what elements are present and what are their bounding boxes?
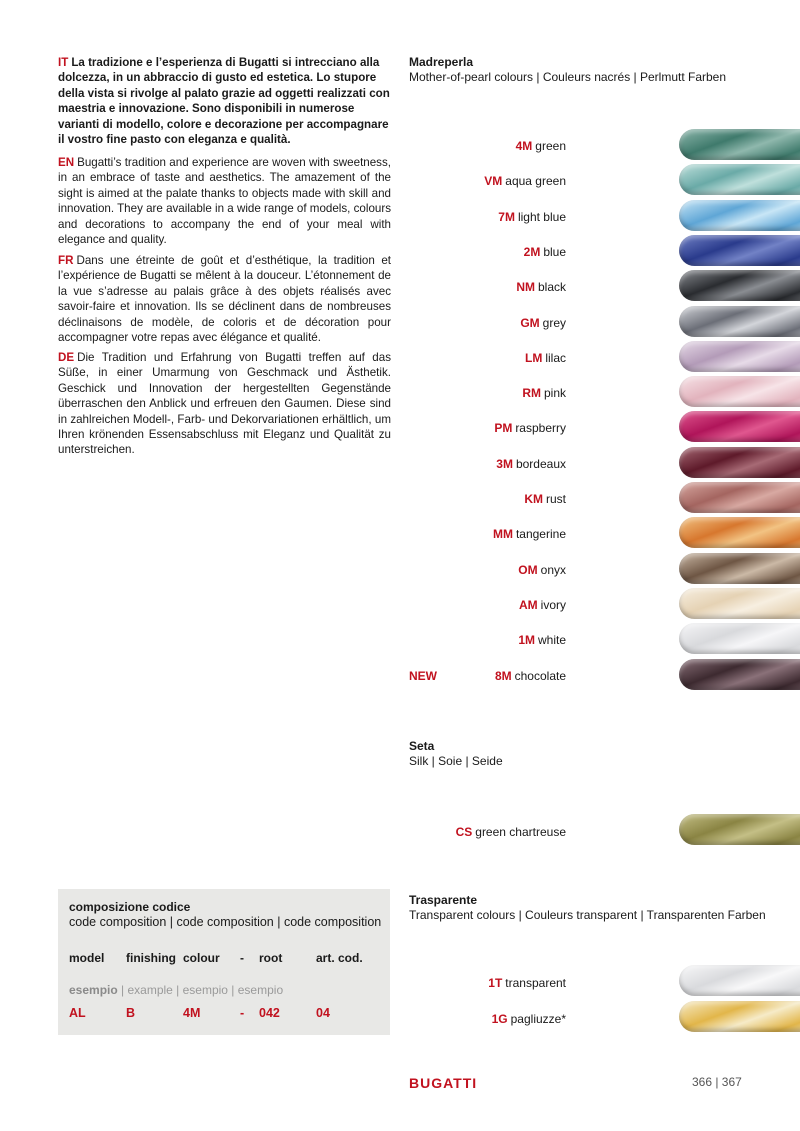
section-title: Seta	[409, 739, 435, 753]
colour-name: grey	[542, 315, 566, 330]
colour-label-8m	[495, 669, 566, 683]
colour-name: ivory	[540, 597, 566, 612]
section-title: Madreperla	[409, 55, 474, 69]
example-dash: -	[240, 1006, 245, 1020]
header-colour: colour	[183, 951, 220, 965]
colour-code: AM	[518, 597, 538, 612]
colour-code: 1T	[488, 976, 503, 990]
colour-code: 2M	[523, 244, 541, 259]
handle-swatch-mm	[679, 517, 800, 548]
colour-name: black	[537, 280, 566, 295]
handle-swatch-lm	[679, 341, 800, 372]
section-subtitle: Mother-of-pearl colours | Couleurs nacrés | Perlmutt Farben	[409, 70, 727, 84]
colour-name: pink	[543, 386, 566, 401]
example-root: 042	[259, 1006, 280, 1020]
handle-swatch-3m	[679, 447, 800, 478]
colour-code: GM	[520, 315, 540, 330]
colour-label-lm	[525, 351, 566, 365]
intro-fr	[58, 253, 391, 345]
intro-en	[58, 155, 391, 247]
colour-name: aqua green	[505, 174, 566, 189]
header-model: model	[69, 951, 105, 965]
colour-name: tangerine	[515, 527, 566, 542]
colour-label-1t	[488, 976, 566, 990]
intro-it-text: La tradizione e l’esperienza di Bugatti si intrecciano alla dolcezza, in un abbraccio di gusto ed estetica. Lo stupore della vista si rivolge al palato grazie ad oggetti realizzati con maestria e innovazione. Sono disponibili in numerose varianti di modello, colore e decorazione per accompagnare il vostro fine pasto con eleganza e qualità.	[58, 56, 390, 147]
colour-label-7m	[498, 210, 566, 224]
example-colour: 4M	[183, 1006, 201, 1020]
colour-label-1m	[518, 633, 566, 647]
colour-label-rm	[522, 386, 566, 400]
colour-code: 4M	[515, 139, 533, 153]
page-numbers: 366 | 367	[692, 1075, 742, 1089]
example-label-rest: | example | esempio | esempio	[117, 983, 284, 997]
lang-code-de: DE	[58, 351, 75, 364]
lang-code-fr: FR	[58, 254, 74, 267]
handle-swatch-8m	[679, 659, 800, 690]
colour-name: lilac	[545, 350, 566, 365]
colour-code: 1G	[491, 1012, 508, 1026]
colour-code: 3M	[496, 456, 513, 471]
colour-code: NM	[516, 280, 535, 295]
colour-name: white	[537, 633, 566, 648]
bugatti-logo: BUGATTI	[409, 1075, 478, 1091]
lang-code-en: EN	[58, 156, 75, 169]
handle-swatch-cs	[679, 814, 800, 845]
intro-en-text: Bugatti’s tradition and experience are woven with sweetness, in an embrace of taste and aesthetics. The amazement of the sight is aimed at the palate thanks to objects made with skill and innovation. They are available in a wide range of models, colours and decorations to accompany the end of your meal with elegance and quality.	[58, 156, 391, 247]
header-art-cod: art. cod.	[316, 951, 363, 965]
colour-label-2m	[524, 245, 566, 259]
colour-label-3m	[496, 457, 566, 471]
section-subtitle: Silk | Soie | Seide	[409, 754, 503, 768]
section-seta	[409, 739, 503, 769]
colour-label-km	[524, 492, 566, 506]
colour-name: bordeaux	[515, 456, 566, 471]
colour-name: pagliuzze*	[510, 1012, 566, 1026]
colour-code: LM	[525, 350, 543, 365]
header-dash: -	[240, 951, 244, 965]
colour-code: VM	[484, 174, 503, 189]
handle-swatch-rm	[679, 376, 800, 407]
handle-swatch-pm	[679, 411, 800, 442]
header-root: root	[259, 951, 283, 965]
colour-label-cs	[456, 825, 566, 839]
handle-swatch-vm	[679, 164, 800, 195]
handle-swatch-gm	[679, 306, 800, 337]
handle-swatch-om	[679, 553, 800, 584]
new-badge: NEW	[409, 668, 437, 683]
intro-it	[58, 55, 391, 147]
colour-code: OM	[518, 562, 538, 577]
handle-swatch-2m	[679, 235, 800, 266]
colour-name: green	[535, 139, 566, 153]
handle-swatch-4m	[679, 129, 800, 160]
handle-swatch-7m	[679, 200, 800, 231]
colour-code: MM	[492, 527, 513, 542]
colour-name: green chartreuse	[475, 825, 566, 839]
colour-name: chocolate	[514, 668, 566, 683]
header-finishing: finishing	[126, 951, 176, 965]
code-composition-title: composizione codice	[69, 900, 191, 914]
colour-label-gm	[520, 316, 566, 330]
colour-label-nm	[516, 280, 566, 294]
handle-swatch-1g	[679, 1001, 800, 1032]
handle-swatch-km	[679, 482, 800, 513]
intro-fr-text: Dans une étreinte de goût et d’esthétique, la tradition et l’expérience de Bugatti se mêlent à la douceur. L’étonnement de la vue s’adresse au palais grâce à des objets réalisés avec savoir-faire et innovation. Ils se déclinent dans de nombreuses déclinaisons de modèle, de coloris et de décoration pour accompagner votre repas avec élégance et qualité.	[58, 254, 391, 345]
colour-label-mm	[493, 527, 566, 541]
colour-label-4m	[516, 139, 566, 153]
colour-name: raspberry	[515, 421, 566, 436]
intro-de-text: Die Tradition und Erfahrung von Bugatti treffen auf das Süße, in einer Umarmung von Geschmack und Ästhetik. Geschick und Innovation der hergestellten Gegenstände überraschen den Anblick und erfreuen den Gaumen. Diese sind in zahlreichen Modell-, Farb- und Dekorvariationen erhältlich, um Ihren krönenden Essensabschluss mit Eleganz und Qualität zu unterstreichen.	[58, 351, 391, 457]
colour-label-am	[519, 598, 566, 612]
code-composition-box	[58, 889, 390, 1035]
colour-code: CS	[455, 825, 473, 839]
example-label	[69, 983, 283, 997]
section-subtitle: Transparent colours | Couleurs transparent | Transparenten Farben	[409, 908, 766, 922]
colour-name: transparent	[505, 976, 566, 990]
colour-name: blue	[543, 244, 566, 259]
colour-label-vm	[484, 174, 566, 188]
example-model: AL	[69, 1006, 86, 1020]
code-composition-subtitle: code composition | code composition | code composition	[69, 915, 382, 929]
example-finishing: B	[126, 1006, 136, 1020]
colour-label-1g	[492, 1012, 566, 1026]
colour-label-om	[518, 563, 566, 577]
colour-code: PM	[494, 421, 513, 436]
colour-code: 8M	[494, 668, 512, 683]
lang-code-it: IT	[58, 56, 69, 69]
section-madreperla	[409, 55, 726, 85]
handle-swatch-am	[679, 588, 800, 619]
colour-code: 7M	[498, 209, 515, 224]
colour-code: KM	[524, 492, 543, 506]
colour-label-pm	[494, 421, 566, 435]
section-title: Trasparente	[409, 893, 478, 907]
handle-swatch-nm	[679, 270, 800, 301]
example-label-bold: esempio	[69, 983, 118, 997]
handle-swatch-1t	[679, 965, 800, 996]
colour-name: onyx	[540, 562, 566, 577]
colour-code: RM	[522, 386, 541, 401]
colour-name: rust	[545, 492, 566, 506]
colour-name: light blue	[517, 209, 566, 224]
intro-de	[58, 350, 391, 458]
handle-swatch-1m	[679, 623, 800, 654]
example-art-cod: 04	[316, 1006, 330, 1020]
colour-code: 1M	[518, 633, 535, 648]
section-trasparente	[409, 893, 766, 923]
